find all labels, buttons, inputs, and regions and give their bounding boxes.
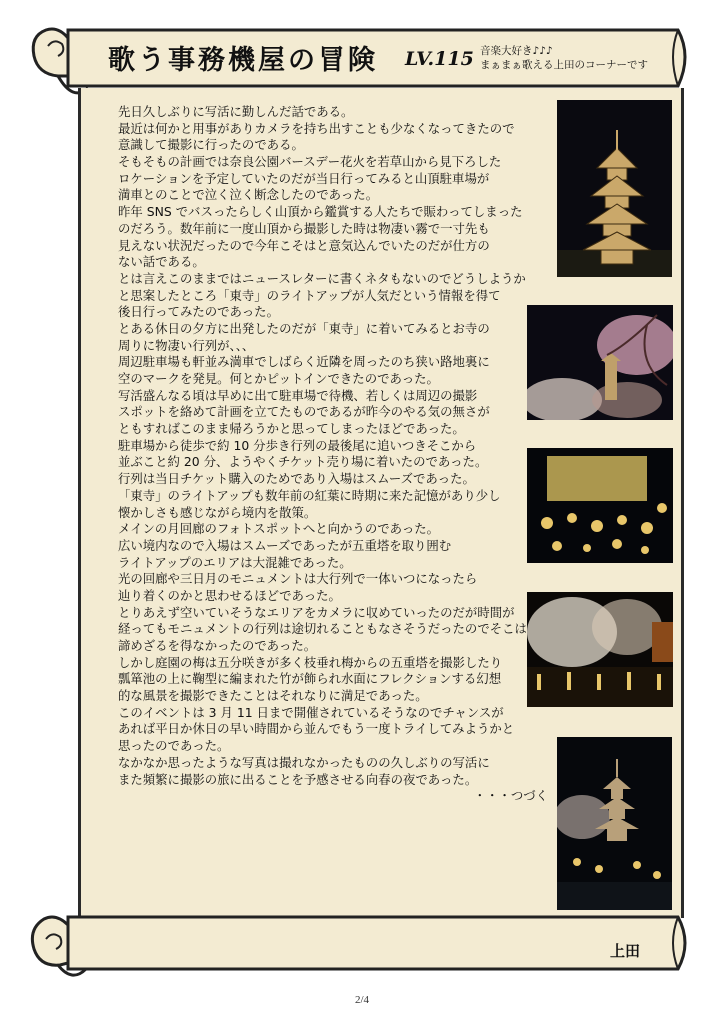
column-title: 歌う事務機屋の冒険 [108, 45, 378, 76]
article-line: 写活盛んなる頃は早めに出て駐車場で待機、若しくは周辺の撮影 [118, 387, 478, 403]
plum-blossom-pagoda-photo [527, 305, 673, 420]
article-line: 周りに物凄い行列が、、、 [118, 337, 255, 353]
article-line: ともすればこのまま帰ろうかと思ってしまったほどであった。 [118, 421, 465, 437]
article-line: しかし庭園の梅は五分咲きが多く枝垂れ梅からの五重塔を撮影したり [118, 654, 503, 670]
article-line: のだろう。数年前に一度山頂から撮影した時は物凄い霧で一寸先も [118, 220, 490, 236]
article-line: 最近は何かと用事がありカメラを持ち出すことも少なくなってきたので [118, 120, 515, 136]
article-line: 光の回廊や三日月のモニュメントは大行列で一体いつになったら [118, 571, 478, 587]
article-line: ライトアップのエリアは大混雑であった。 [118, 554, 352, 570]
article-line: 経ってもモニュメントの行列は途切れることもなさそうだったのでそこは [118, 621, 527, 637]
article-line: スポットを絡めて計画を立てたものであるが昨今のやる気の無さが [118, 404, 490, 420]
article-line: ない話である。 [118, 254, 205, 270]
article-line: 瓢箪池の上に鞠型に編まれた竹が飾られ水面にフレクションする幻想 [118, 671, 502, 687]
article-line: と思案したところ「東寺」のライトアップが人気だという情報を得て [118, 287, 501, 303]
article-line: 並ぶこと約 20 分、ようやくチケット売り場に着いたのであった。 [118, 454, 488, 470]
article-line: 先日久しぶりに写活に勤しんだ話である。 [118, 104, 354, 119]
article-line: メインの月回廊のフォトスポットへと向かうのであった。 [118, 521, 440, 537]
article-line: 満車とのことで泣く泣く断念したのであった。 [118, 187, 379, 203]
column-tagline [480, 44, 648, 72]
article-line: 周辺駐車場も軒並み満車でしばらく近隣を周ったのち狭い路地裏に [118, 354, 490, 370]
article-line: とりあえず空いていそうなエリアをカメラに収めていったのだが時間が [118, 604, 515, 620]
article-line: 見えない状況だったので今年こそはと意気込んでいたのだが仕方の [118, 237, 490, 253]
column-level: LV.115 [405, 48, 474, 70]
article-line: また頻繁に撮影の旅に出ることを予感させる向春の夜であった。 [118, 771, 478, 787]
scroll-bottom-roll [28, 905, 696, 985]
pagoda-reflection-photo [557, 737, 672, 910]
article-line: 空のマークを発見。何とかピットインできたのであった。 [118, 371, 439, 386]
article-line: 辿り着くのかと思わせるほどであった。 [118, 587, 341, 603]
illuminated-trees-photo [527, 592, 673, 707]
article-body [118, 104, 558, 805]
article-line: 的な風景を撮影できたことはそれなりに満足であった。 [118, 688, 428, 704]
article-line: あれば平日か休日の早い時間から並んでもう一度トライしてみようかと [118, 721, 515, 737]
article-line: 後日行ってみたのであった。 [118, 304, 279, 320]
article-line: 懐かしさも感じながら境内を散策。 [118, 504, 317, 520]
article-line: とある休日の夕方に出発したのだが「東寺」に着いてみるとお寺の [118, 320, 490, 336]
article-line: 昨年 SNS でバスったらしく山頂から鑑賞する人たちで賑わってしまった [118, 204, 523, 220]
article-line: このイベントは 3 月 11 日まで開催されているそうなのでチャンスが [118, 704, 504, 720]
tagline-line-1: 音楽大好き♪♪♪ [480, 45, 553, 57]
author-name: 上田 [610, 942, 641, 960]
tagline-line-2: まぁまぁ歌える上田のコーナーです [480, 59, 648, 71]
article-line: とは言えこのままではニュースレターに書くネタもないのでどうしようか [118, 270, 526, 286]
pagoda-night-photo [557, 100, 672, 277]
article-line: 意識して撮影に行ったのである。 [118, 137, 304, 153]
article-line: なかなか思ったような写真は撮れなかったものの久しぶりの写活に [118, 754, 490, 770]
article-line: 行列は当日チケット購入のためであり入場はスムーズであった。 [118, 471, 475, 487]
article-line: 「東寺」のライトアップも数年前の紅葉に時期に来た記憶があり少し [118, 487, 501, 503]
article-line: 駐車場から徒歩で約 10 分歩き行列の最後尾に追いつきそこから [118, 437, 477, 453]
continuation-note: ・・・つづく [473, 788, 548, 804]
lantern-garden-photo [527, 448, 673, 563]
article-line: そもそもの計画では奈良公園バースデー花火を若草山から見下ろした [118, 154, 502, 170]
article-line: ロケーションを予定していたのだが当日行ってみると山頂駐車場が [118, 170, 490, 186]
article-line: 広い境内なので入場はスムーズであったが五重塔を取り囲む [118, 537, 452, 553]
page-number: 2/4 [354, 994, 370, 1006]
article-line: 思ったのであった。 [118, 738, 230, 754]
article-line: 諦めざるを得なかったのであった。 [118, 638, 317, 653]
